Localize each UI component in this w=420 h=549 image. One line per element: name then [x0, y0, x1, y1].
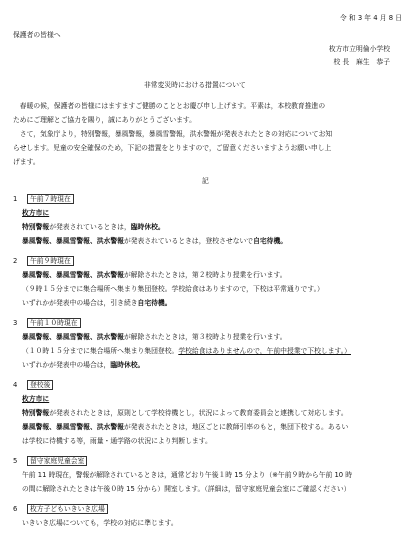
- section-number: 3: [13, 319, 18, 327]
- line-text: いずれかが発表中の場合は，: [22, 361, 111, 369]
- section-2-line-3: [22, 300, 172, 307]
- section-label-box: 登校後: [27, 380, 53, 390]
- section-3-line-1: [22, 334, 287, 341]
- line-text: いずれかが発表中の場合は，引き続き: [22, 299, 138, 307]
- section-label-box: 枚方子どもいきいき広場: [27, 504, 108, 514]
- addressee: 保護者の皆様へ: [13, 31, 61, 39]
- school-name: 枚方市立明倫小学校: [328, 45, 390, 53]
- section-2-heading: [13, 258, 74, 265]
- line-text: が解除されたときは，第２校時より授業を行います。: [123, 271, 287, 279]
- action-term: 自宅待機。: [137, 299, 172, 307]
- section-label-box: 午前１０時現在: [27, 318, 81, 328]
- section-1-line-1: [22, 224, 165, 231]
- intro-line-2: ためにご理解とご協力を賜り，誠にありがとうございます。: [13, 116, 196, 124]
- document-title: 非常変災時における措置について: [144, 81, 246, 89]
- section-4-line-1: [22, 410, 348, 417]
- issue-date: 令 和 3 年 4 月 8 日: [339, 14, 402, 22]
- section-number: 5: [13, 457, 18, 465]
- warning-term: 暴風警報、暴風雪警報、洪水警報: [22, 237, 124, 245]
- warning-term: 暴風警報、暴風雪警報、洪水警報: [22, 423, 124, 431]
- section-3-line-3: [22, 362, 144, 369]
- action-term: 臨時休校。: [130, 223, 165, 231]
- section-6-heading: [13, 506, 108, 513]
- intro-line-4: らせします。児童の安全確保のため，下記の措置をとりますので，ご留意くださいますようお願い申し上: [13, 144, 332, 152]
- section-3-line-2: [22, 348, 351, 355]
- section-label-box: 留守家庭児童会室: [27, 456, 87, 466]
- warning-term: 暴風警報、暴風雪警報、洪水警報: [22, 271, 124, 279]
- section-1-heading: [13, 196, 74, 203]
- section-1-sub: 枚方市に: [22, 209, 50, 217]
- principal-name: 校 長 麻生 恭子: [333, 58, 390, 66]
- action-term: 自宅待機。: [253, 237, 288, 245]
- warning-term: 暴風警報、暴風雪警報、洪水警報: [22, 333, 124, 341]
- underlined-note: 学校給食はありませんので，午前中授業で下校します。）: [178, 347, 351, 355]
- warning-term: 特別警報: [22, 409, 50, 417]
- section-2-line-2: （９時１５分までに集合場所へ集まり集団登校。学校給食はありますので，下校は平常通りです。）: [22, 285, 324, 293]
- section-number: 1: [13, 195, 18, 203]
- intro-line-1: 春暖の候，保護者の皆様にはますますご健勝のこととお慶び申し上げます。平素は，本校教育推進の: [13, 102, 326, 110]
- section-5-line-1: 午前 11 時現在，警報が解除されているときは，通常どおり午後１時 15 分より（※午前９時から午前 10 時: [22, 471, 353, 479]
- warning-term: 特別警報: [22, 223, 50, 231]
- section-number: 4: [13, 381, 18, 389]
- line-text: が発表されているときは，: [49, 223, 131, 231]
- intro-line-5: げます。: [13, 158, 40, 166]
- line-text: が発表されたときは，地区ごとに教師引率のもと，集団下校する。あるい: [123, 423, 349, 431]
- section-label-box: 午前９時現在: [27, 256, 74, 266]
- action-term: 臨時休校。: [110, 361, 145, 369]
- line-text: が解除されたときは，第３校時より授業を行います。: [123, 333, 287, 341]
- ki-heading: 記: [202, 177, 209, 185]
- section-4-heading: [13, 382, 53, 389]
- section-1-line-2: [22, 238, 287, 245]
- section-6-line-1: いきいき広場についても，学校の対応に準じます。: [22, 519, 178, 527]
- intro-line-3: さて，気象庁より，特別警報，暴風警報，暴風雪警報，洪水警報が発表されたときの対応についてお知: [13, 130, 333, 138]
- section-label-box: 午前７時現在: [27, 194, 74, 204]
- section-2-line-1: [22, 272, 287, 279]
- section-number: 2: [13, 257, 18, 265]
- section-4-line-3: は学校に待機する等，雨量・通学路の状況により判断します。: [22, 437, 212, 445]
- line-text: （１０時１５分までに集合場所へ集まり集団登校。: [22, 347, 179, 355]
- line-text: が発表されているときは，登校させないで: [123, 237, 254, 245]
- section-5-heading: [13, 458, 87, 465]
- section-4-sub: 枚方市に: [22, 395, 50, 403]
- line-text: が発表されたときは，原則として学校待機とし，状況によって教育委員会と連携して対応します。: [49, 409, 348, 417]
- section-5-line-2: の間に解除されたときは午後０時 15 分から）開室します。（詳細は，留守家庭児童会室にご確認ください）: [22, 485, 351, 493]
- section-4-line-2: [22, 424, 348, 431]
- section-3-heading: [13, 320, 81, 327]
- section-number: 6: [13, 505, 18, 513]
